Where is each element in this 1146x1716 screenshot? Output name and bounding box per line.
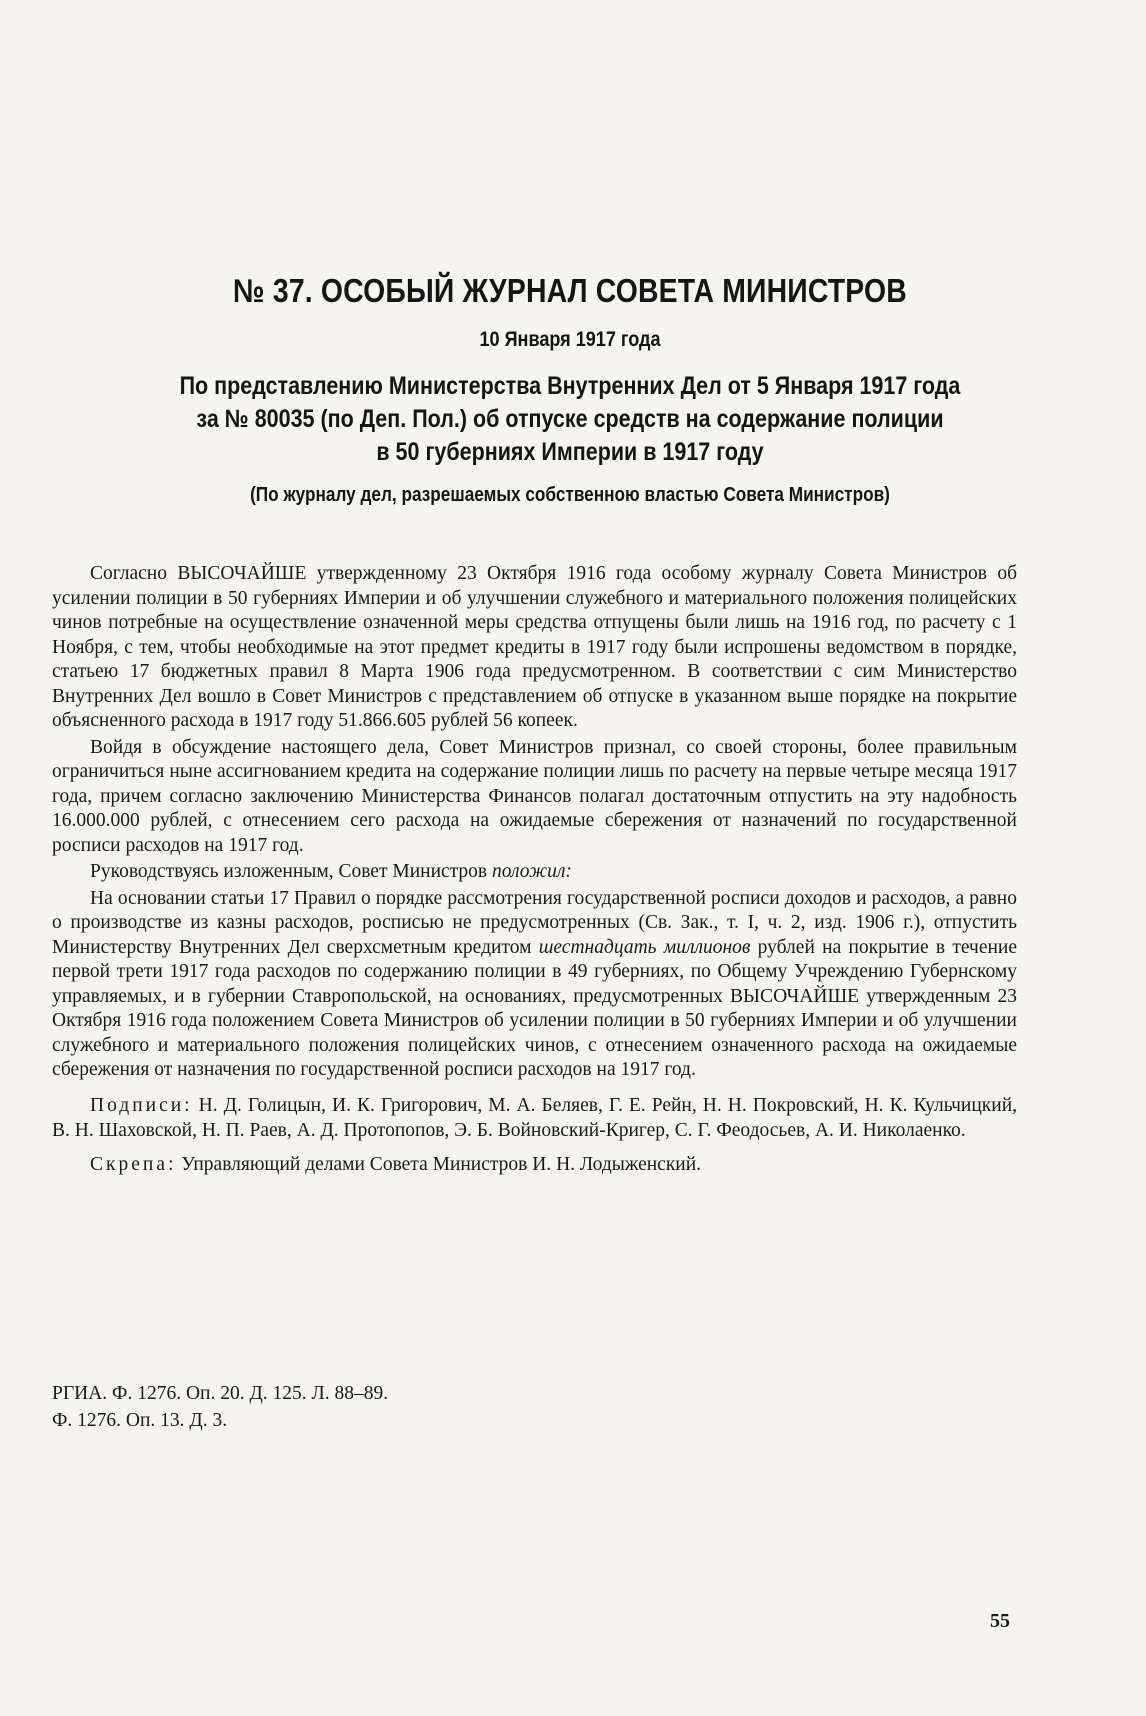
- signatures-paragraph: [52, 1093, 1017, 1143]
- clasp-text: Управляющий делами Совета Министров И. Н. Лодыженский.: [181, 1153, 702, 1175]
- decision-amount: шестнадцать миллионов: [538, 936, 751, 958]
- clasp-paragraph: [52, 1153, 1017, 1178]
- document-note: (По журналу дел, разрешаемых собственною властью Совета Министров): [250, 484, 890, 506]
- decision-part2: рублей на покрытие в течение первой трети 1917 года расходов по содержанию полиции в 49 губерниях, по Общему Учреждению Губернскому управляемых, и в губернии Ставропольской, на основаниях, предусмотренных ВЫСОЧАЙШЕ утвержденным 23 Октября 1916 года положением Совета Министров об усилении полиции в 50 губерниях Империи и об улучшении служебного и материального положения полицейских чинов, с отнесением означенного расхода на ожидаемые сбережения от назначения по государственной росписи расходов на 1917 год.: [52, 936, 1018, 1080]
- subtitle-line: за № 80035 (по Деп. Пол.) об отпуске средств на содержание полиции: [196, 405, 944, 433]
- archive-references: [52, 1380, 388, 1434]
- document-body: [52, 562, 1017, 1179]
- archive-reference: Ф. 1276. Оп. 13. Д. 3.: [52, 1410, 228, 1431]
- body-paragraph: Войдя в обсуждение настоящего дела, Совет Министров признал, со своей стороны, более правильным ограничиться ныне ассигнованием кредита на содержание полиции лишь по расчету на первые четыре месяца 1917 года, причем согласно заключению Министерства Финансов полагал достаточным отпустить на эту надобность 16.000.000 рублей, с отнесением сего расхода на ожидаемые сбережения от назначений по государственной росписи расходов на 1917 год.: [52, 736, 1017, 856]
- decision-paragraph: [52, 887, 1017, 1083]
- body-paragraph: Согласно ВЫСОЧАЙШЕ утвержденному 23 Октября 1916 года особому журналу Совета Министров об усилении полиции в 50 губерниях Империи и об улучшении служебного и материального положения полицейских чинов потребные на осуществление означенной меры средства отпущены были лишь на 1916 год, по расчету с 1 Ноября, с тем, чтобы необходимые на этот предмет кредиты в 1917 году были испрошены ведомством в порядке, статьею 17 бюджетных правил 8 Марта 1906 года предусмотренном. В соответствии с сим Министерство Внутренних Дел вошло в Совет Министров с представлением об отпуске в указанном выше порядке на покрытие объясненного расхода в 1917 году 51.866.605 рублей 56 копеек.: [52, 563, 1017, 731]
- clasp-label: Скрепа:: [90, 1153, 177, 1175]
- subtitle-line: в 50 губерниях Империи в 1917 году: [376, 438, 764, 466]
- subtitle-line: По представлению Министерства Внутренних Дел от 5 Января 1917 года: [179, 372, 961, 400]
- signatures-label: Подписи:: [90, 1094, 193, 1116]
- archive-reference: РГИА. Ф. 1276. Оп. 20. Д. 125. Л. 88–89.: [52, 1383, 389, 1404]
- resolution-lead: Руководствуясь изложенным, Совет Министров: [90, 861, 488, 882]
- document-subtitle: [157, 370, 983, 469]
- page-number: 55: [990, 1610, 1010, 1632]
- resolution-paragraph: [52, 860, 1017, 885]
- document-date: 10 Января 1917 года: [479, 328, 661, 351]
- decision-part1: На основании статьи 17 Правил о порядке рассмотрения государственной росписи доходов и расходов, а равно о производстве из казны расходов, росписью не предусмотренных (Св. Зак., т. I, ч. 2, изд. 1906 г.), отпустить Министерству Внутренних Дел сверхсметным кредитом: [52, 887, 1017, 958]
- signatures-names: Н. Д. Голицын, И. К. Григорович, М. А. Беляев, Г. Е. Рейн, Н. Н. Покровский, Н. К. Кульчицкий, В. Н. Шаховской, Н. П. Раев, А. Д. Протопопов, Э. Б. Войновский-Кригер, С. Г. Феодосьев, А. И. Николаенко.: [52, 1094, 1018, 1141]
- resolution-verb: положил:: [492, 861, 572, 882]
- document-title: № 37. ОСОБЫЙ ЖУРНАЛ СОВЕТА МИНИСТРОВ: [233, 272, 907, 309]
